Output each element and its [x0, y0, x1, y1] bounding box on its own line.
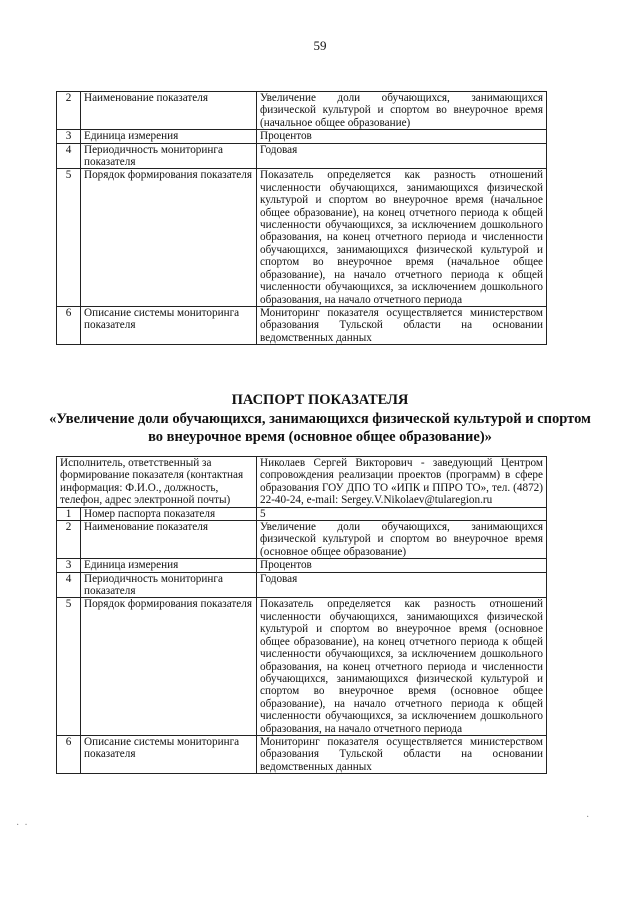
table-row	[57, 92, 547, 130]
table-row	[57, 559, 547, 572]
scan-artifact-dots: · ·	[16, 820, 28, 831]
row-value: Увеличение доли обучающихся, занимающихся физической культурой и спортом во внеурочное время (основное общее образование)	[257, 521, 547, 559]
row-number: 2	[57, 92, 81, 130]
row-value: Показатель определяется как разность отношений численности обучающихся, занимающихся физической культурой и спортом во внеурочное время (начальное общее образование), на конец отчетного периода к общей численности обучающихся, за исключением дошкольного образования, на конец отчетного периода и численности обучающихся, занимающихся физической культурой и спортом во внеурочное время (начальное общее образование), на начало отчетного периода к общей численности обучающихся, за исключением дошкольного образования, на начало отчетного периода	[257, 169, 547, 306]
scan-artifact-dots: ·	[586, 812, 590, 823]
row-value: Годовая	[257, 572, 547, 598]
page-number: 59	[313, 38, 327, 53]
row-label: Номер паспорта показателя	[81, 507, 257, 520]
row-label: Единица измерения	[81, 559, 257, 572]
row-value: Годовая	[257, 143, 547, 169]
row-number: 5	[57, 169, 81, 306]
row-value: Процентов	[257, 559, 547, 572]
row-number: 4	[57, 572, 81, 598]
table-row	[57, 143, 547, 169]
row-label: Периодичность мониторинга показателя	[81, 572, 257, 598]
row-number: 6	[57, 735, 81, 773]
row-label: Периодичность мониторинга показателя	[81, 143, 257, 169]
row-number: 5	[57, 598, 81, 735]
row-label: Наименование показателя	[81, 521, 257, 559]
responsible-value: Николаев Сергей Викторович - заведующий Центром сопровождения реализации проектов (программ) в сфере образования ГОУ ДПО ТО «ИПК и ППРО ТО», тел. (4872) 22-40-24, e-mail: Sergey.V.Nikolaev@tularegion.ru	[257, 457, 547, 508]
row-label: Описание системы мониторинга показателя	[81, 735, 257, 773]
row-label: Порядок формирования показателя	[81, 598, 257, 735]
table-row	[57, 521, 547, 559]
row-value: Процентов	[257, 130, 547, 143]
responsible-label: Исполнитель, ответственный за формирование показателя (контактная информация: Ф.И.О., должность, телефон, адрес электронной почты)	[57, 457, 257, 508]
passport-title: ПАСПОРТ ПОКАЗАТЕЛЯ	[231, 392, 409, 408]
table-row	[57, 735, 547, 773]
row-value: 5	[257, 507, 547, 520]
indicator-table-passport	[56, 456, 547, 774]
row-number: 4	[57, 143, 81, 169]
table-row	[57, 130, 547, 143]
table-row	[57, 507, 547, 520]
row-label: Порядок формирования показателя	[81, 169, 257, 306]
row-value: Увеличение доли обучающихся, занимающихся физической культурой и спортом во внеурочное время (начальное общее образование)	[257, 92, 547, 130]
table-row	[57, 572, 547, 598]
table-row	[57, 306, 547, 344]
row-value: Мониторинг показателя осуществляется министерством образования Тульской области на основании ведомственных данных	[257, 306, 547, 344]
row-label: Наименование показателя	[81, 92, 257, 130]
row-label: Единица измерения	[81, 130, 257, 143]
row-label: Описание системы мониторинга показателя	[81, 306, 257, 344]
indicator-table-primary	[56, 91, 547, 345]
row-number: 3	[57, 130, 81, 143]
row-number: 2	[57, 521, 81, 559]
row-number: 3	[57, 559, 81, 572]
table-row-responsible	[57, 457, 547, 508]
passport-subtitle: «Увеличение доли обучающихся, занимающихся физической культурой и спортом во внеурочное время (основное общее образование)»	[49, 411, 591, 445]
row-value: Мониторинг показателя осуществляется министерством образования Тульской области на основании ведомственных данных	[257, 735, 547, 773]
row-number: 6	[57, 306, 81, 344]
row-value: Показатель определяется как разность отношений численности обучающихся, занимающихся физической культурой и спортом во внеурочное время (основное общее образование), на конец отчетного периода к общей численности обучающихся, за исключением дошкольного образования, на конец отчетного периода и численности обучающихся, занимающихся физической культурой и спортом во внеурочное время (основное общее образование), на начало отчетного периода к общей численности обучающихся, за исключением дошкольного образования, на начало отчетного периода	[257, 598, 547, 735]
table-row	[57, 169, 547, 306]
table-row	[57, 598, 547, 735]
row-number: 1	[57, 507, 81, 520]
